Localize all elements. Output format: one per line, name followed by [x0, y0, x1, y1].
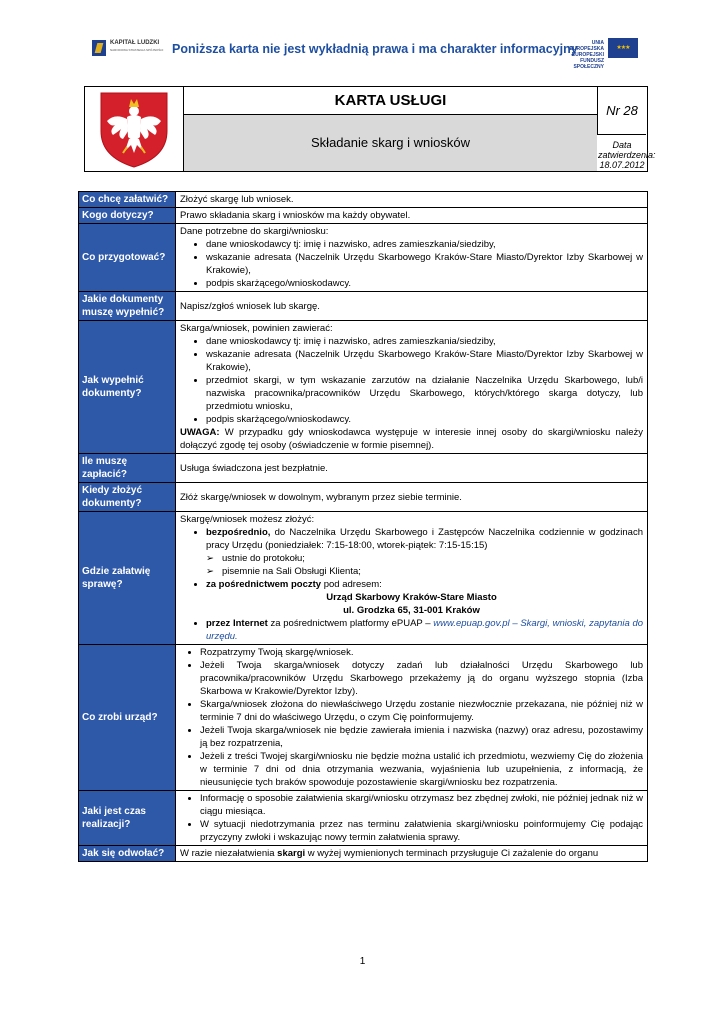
office-name: Urząd Skarbowy Kraków-Stare Miasto	[326, 592, 497, 603]
appeal-text-bold: skargi	[277, 848, 306, 859]
arrow-list	[180, 552, 643, 578]
appeal-text-a: W razie niezałatwienia	[180, 848, 278, 859]
office-address: ul. Grodzka 65, 31-001 Kraków	[343, 605, 480, 616]
table-row	[79, 192, 648, 208]
appeal-text-b: w wyżej wymienionych terminach przysługuje Ci zażalenie do organu	[305, 848, 599, 859]
left-logo-text: KAPITAŁ LUDZKI	[110, 40, 160, 46]
bullet-list	[180, 335, 643, 426]
row-value	[176, 846, 648, 862]
approval-date: 18.07.2012	[599, 160, 645, 170]
list-item: • dane wnioskodawcy tj: imię i nazwisko, adres zamieszkania/siedziby,	[206, 335, 643, 348]
list-item: • Jeżeli Twoja skarga/wniosek nie będzie zawierała imienia i nazwiska (nazwy) oraz adresu, pozostawimy ją bez rozpatrzenia,	[200, 724, 643, 750]
row-value	[176, 645, 648, 791]
row-value: Złożyć skargę lub wniosek.	[176, 192, 648, 208]
row-value	[176, 791, 648, 846]
list-item: • podpis skarżącego/wnioskodawcy.	[206, 277, 643, 290]
disclaimer-title: Poniższa karta nie jest wykładnią prawa i ma charakter informacyjny	[172, 42, 578, 56]
row-label: Jak wypełnić dokumenty?	[79, 321, 176, 454]
row-label: Co chcę załatwić?	[79, 192, 176, 208]
table-row	[79, 292, 648, 321]
list-item: • wskazanie adresata (Naczelnik Urzędu Skarbowego Kraków-Stare Miasto/Dyrektor Izby Skarbowej w Krakowie),	[206, 348, 643, 374]
row-value	[176, 321, 648, 454]
list-item	[206, 526, 643, 552]
row-label: Kiedy złożyć dokumenty?	[79, 483, 176, 512]
card-header	[84, 86, 656, 172]
table-row	[79, 321, 648, 454]
row-value: Usługa świadczona jest bezpłatnie.	[176, 454, 648, 483]
card-heading: KARTA USŁUGI	[183, 87, 597, 115]
eu-flag-icon: ★★★	[608, 38, 638, 58]
card-number: Nr 28	[606, 103, 638, 118]
list-item: • Rozpatrzymy Twoją skargę/wniosek.	[200, 646, 643, 659]
direct-label: bezpośrednio,	[206, 527, 271, 538]
row-label: Co przygotować?	[79, 224, 176, 292]
list-item: • podpis skarżącego/wnioskodawcy.	[206, 413, 643, 426]
left-logo-subtext: NARODOWA STRATEGIA SPÓJNOŚCI	[110, 48, 164, 52]
eu-logo	[560, 36, 650, 70]
post-label: za pośrednictwem poczty	[206, 579, 322, 590]
list-item	[206, 617, 643, 643]
bullet-list	[180, 526, 643, 552]
note-label: UWAGA:	[180, 427, 220, 438]
bullet-list	[180, 578, 643, 591]
kapital-ludzki-icon	[92, 40, 106, 56]
table-row	[79, 224, 648, 292]
approval-label: Data zatwierdzenia:	[598, 140, 656, 160]
card-subject: Składanie skarg i wniosków	[183, 115, 597, 171]
note	[180, 426, 643, 452]
list-item: • Jeżeli Twoja skarga/wniosek dotyczy zadań lub działalności Urzędu Skarbowego lub pracownika/pracowników Urzędu Skarbowego przekażemy ją do organu wyższego stopnia (Izba Skarbowa w Krakowie/Dyrektor Izby).	[200, 659, 643, 698]
table-row	[79, 846, 648, 862]
row-value	[176, 512, 648, 645]
bullet-list	[180, 646, 643, 789]
table-row	[79, 454, 648, 483]
page-number: 1	[359, 956, 366, 967]
row-value: Prawo składania skarg i wniosków ma każdy obywatel.	[176, 208, 648, 224]
note-text: W przypadku gdy wnioskodawca występuje w interesie innej osoby do skargi/wniosku należy dołączyć zgodę tej osoby (oświadczenie w formie pisemnej).	[180, 427, 643, 451]
kapital-ludzki-logo	[92, 38, 164, 60]
row-label: Co zrobi urząd?	[79, 645, 176, 791]
bullet-list	[180, 792, 643, 844]
page-header	[88, 36, 648, 70]
table-row	[79, 483, 648, 512]
bullet-list	[180, 617, 643, 643]
row-label: Jakie dokumenty muszę wypełnić?	[79, 292, 176, 321]
list-item: • wskazanie adresata (Naczelnik Urzędu Skarbowego Kraków-Stare Miasto/Dyrektor Izby Skarbowej w Krakowie),	[206, 251, 643, 277]
list-item: ➢ ustnie do protokołu;	[222, 552, 643, 565]
web-text: za pośrednictwem platformy ePUAP –	[267, 618, 434, 629]
list-item: • Informację o sposobie załatwienia skargi/wniosku otrzymasz bez zbędnej zwłoki, nie później jednak niż w ciągu miesiąca.	[200, 792, 643, 818]
row-label: Kogo dotyczy?	[79, 208, 176, 224]
approval-date-cell	[598, 135, 656, 171]
row-value: Złóż skargę/wniosek w dowolnym, wybranym przez siebie terminie.	[176, 483, 648, 512]
service-table	[78, 191, 648, 862]
post-text: pod adresem:	[321, 579, 382, 590]
row-label: Ile muszę zapłacić?	[79, 454, 176, 483]
row-label: Jaki jest czas realizacji?	[79, 791, 176, 846]
web-label: przez Internet	[206, 618, 268, 629]
direct-text: do Naczelnika Urzędu Skarbowego i Zastępców Naczelnika codziennie w godzinach pracy Urzędu (poniedziałek: 7:15-18:00, wtorek-piątek: 7:15-15:15)	[206, 527, 643, 551]
bullet-list	[180, 238, 643, 290]
list-item: • W sytuacji niedotrzymania przez nas terminu załatwienia skargi/wniosku poinformujemy Cię podając przyczyny zwłoki i wskazując nowy termin załatwienia sprawy.	[200, 818, 643, 844]
table-row	[79, 791, 648, 846]
row-intro: Skarga/wniosek, powinien zawierać:	[180, 323, 333, 334]
polish-eagle-emblem-icon	[85, 87, 183, 171]
list-item: • przedmiot skargi, w tym wskazanie zarzutów na działanie Naczelnika Urzędu Skarbowego, lub/i nazwiska pracownika/pracowników Urzędu Skarbowego, których/którego skarga dotyczy, lub przedmiotu wniosku,	[206, 374, 643, 413]
row-intro: Skargę/wniosek możesz złożyć:	[180, 514, 315, 525]
row-label: Gdzie załatwię sprawę?	[79, 512, 176, 645]
list-item: ➢ pisemnie na Sali Obsługi Klienta;	[222, 565, 643, 578]
row-value	[176, 224, 648, 292]
list-item: • dane wnioskodawcy tj: imię i nazwisko, adres zamieszkania/siedziby,	[206, 238, 643, 251]
list-item: • Jeżeli z treści Twojej skargi/wniosku nie będzie można ustalić ich przedmiotu, wezwiemy Cię do złożenia w terminie 7 dni od dnia otrzymania wezwania, wyjaśnienia lub uzupełnienia, z informacją, że nieusunięcie tych braków spowoduje pozostawienie skargi/wniosku bez rozpatrzenia.	[200, 750, 643, 789]
eu-logo-text: UNIA EUROPEJSKA EUROPEJSKI FUNDUSZ SPOŁECZNY	[569, 40, 604, 70]
epuap-link[interactable]: www.epuap.gov.pl – Skargi, wnioski, zapytania do urzędu.	[206, 618, 644, 642]
table-row	[79, 512, 648, 645]
list-item	[206, 578, 643, 591]
row-value: Napisz/zgłoś wniosek lub skargę.	[176, 292, 648, 321]
row-label: Jak się odwołać?	[79, 846, 176, 862]
table-row	[79, 645, 648, 791]
table-row	[79, 208, 648, 224]
row-intro: Dane potrzebne do skargi/wniosku:	[180, 226, 329, 237]
list-item: • Skarga/wniosek złożona do niewłaściwego Urzędu zostanie niezwłocznie przekazana, nie później niż w terminie 7 dni do właściwego Urzędu, o czym Cię poinformujemy.	[200, 698, 643, 724]
